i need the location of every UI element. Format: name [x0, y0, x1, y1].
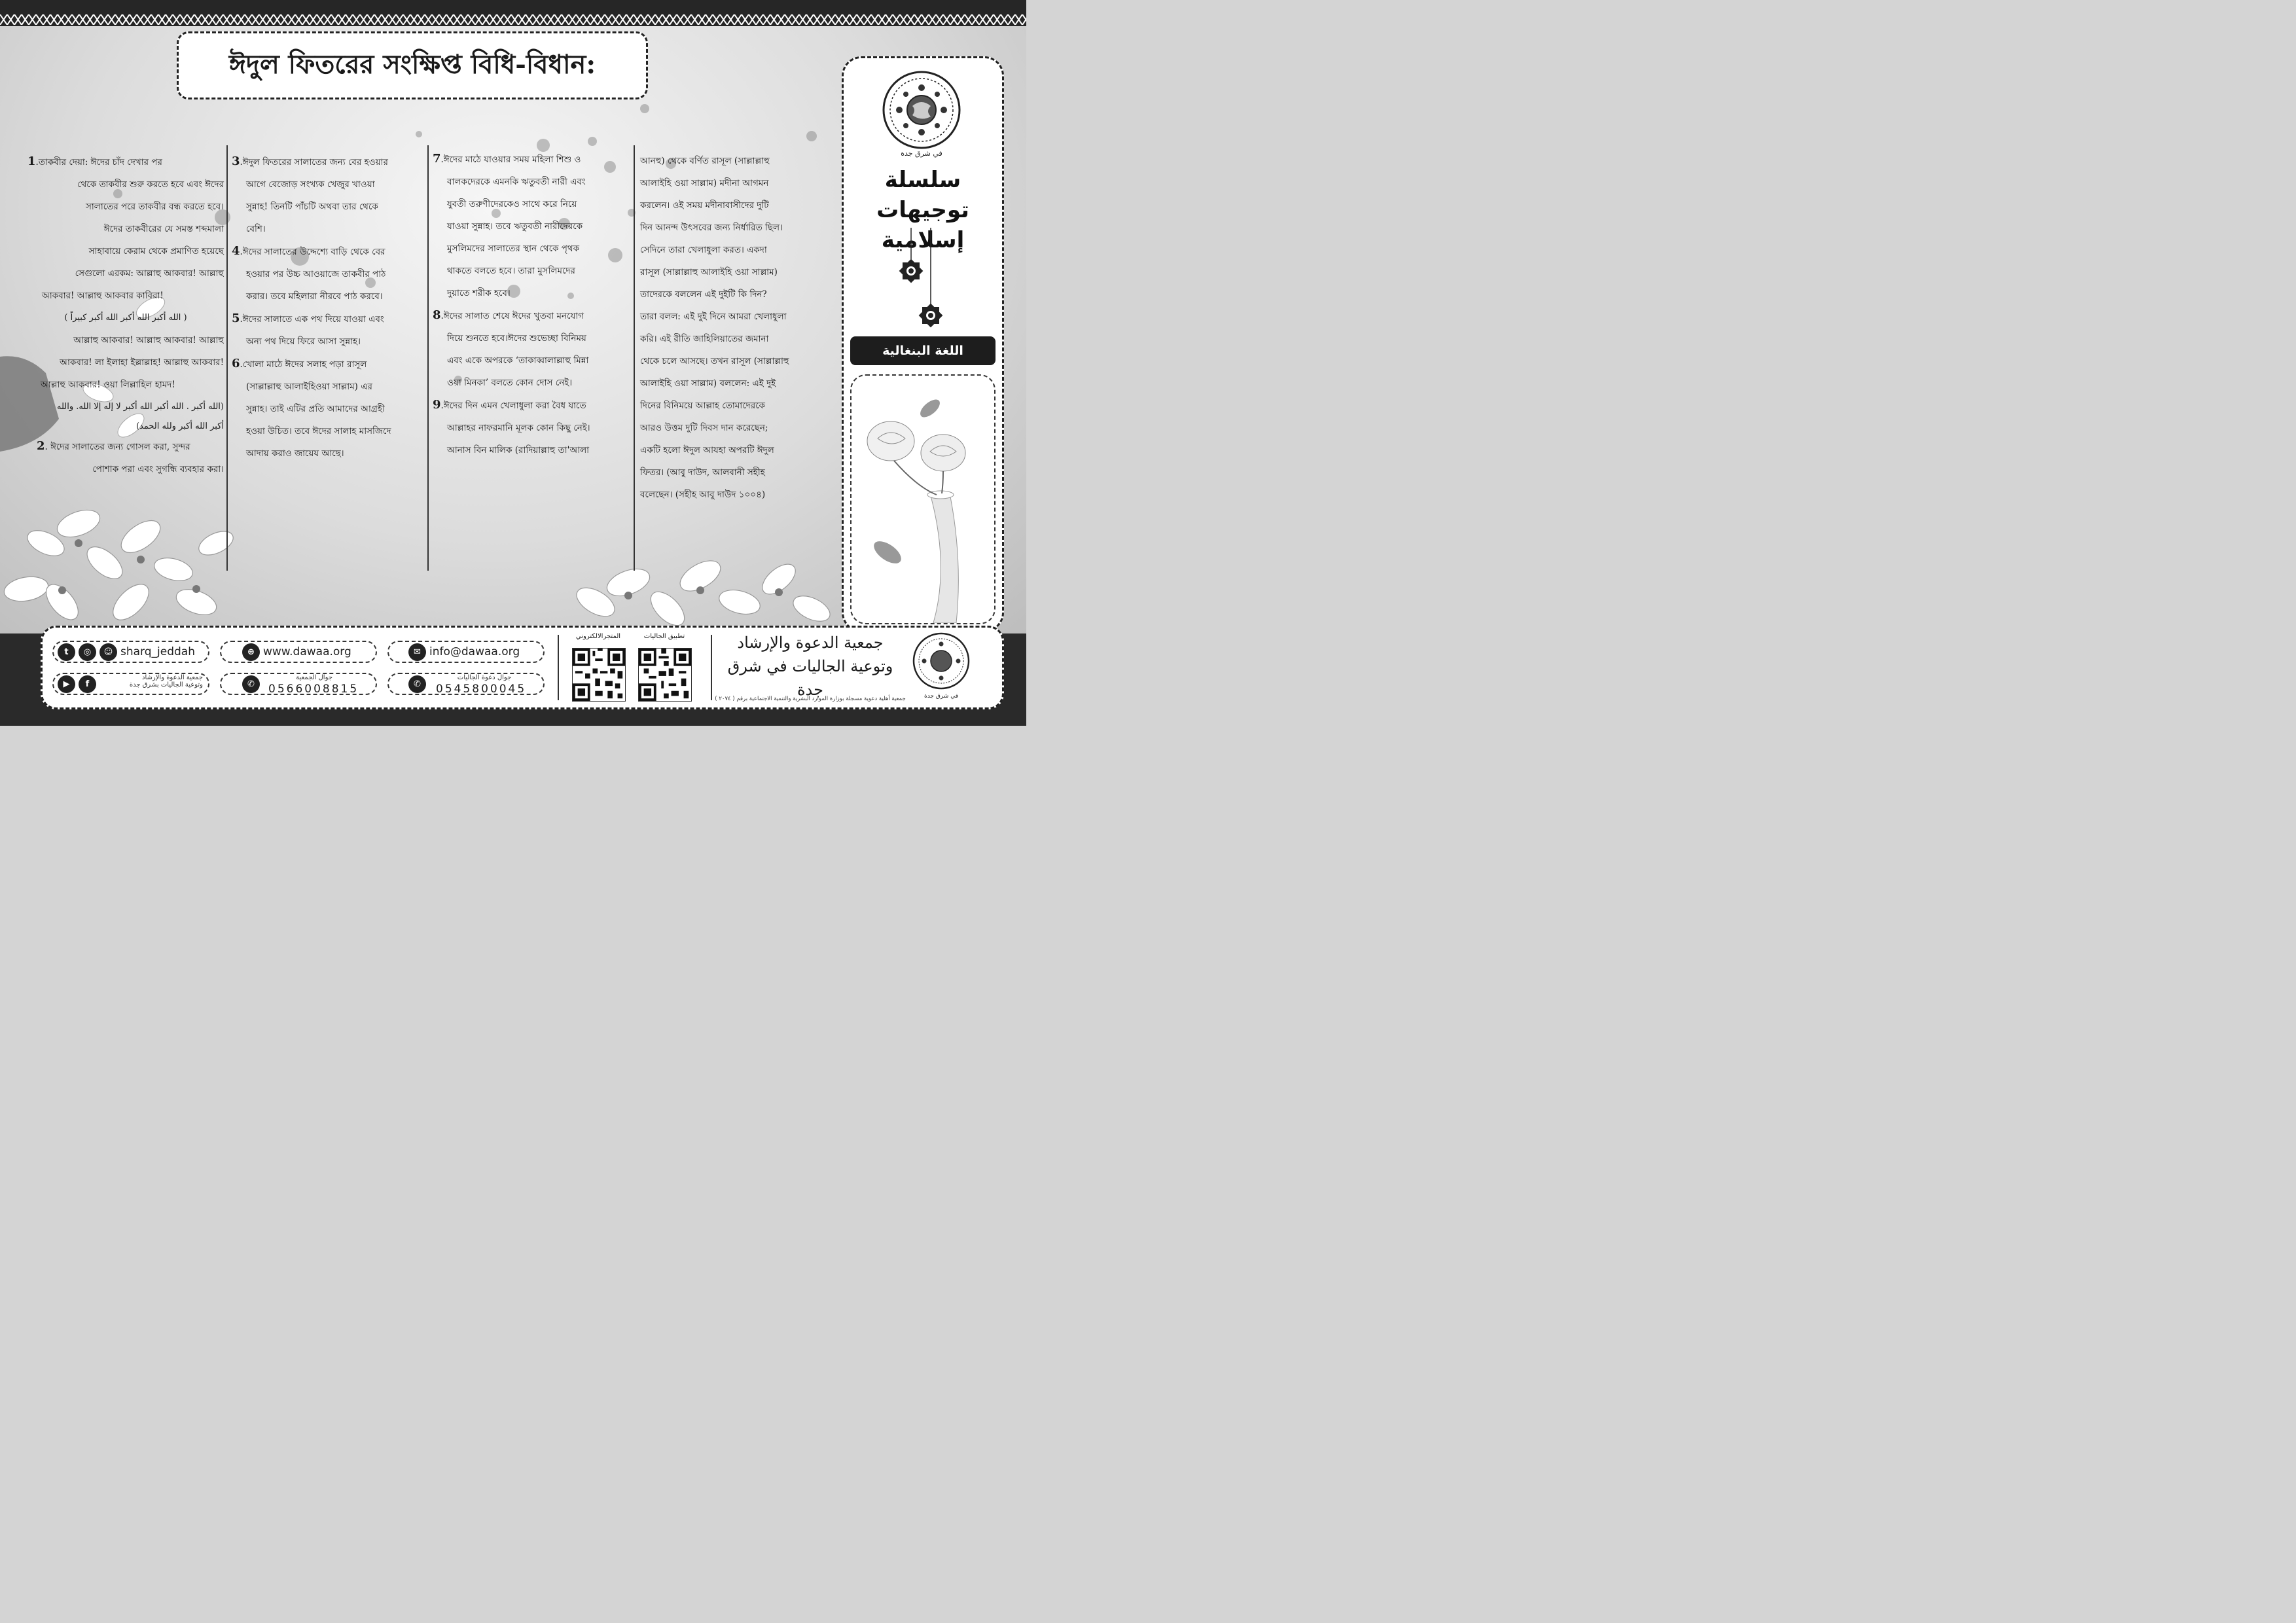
text-line: হওয়া উচিত। তবে ঈদের সালাহ মাসজিদে — [246, 426, 391, 437]
text-line: (সাল্লাল্লাহু আলাইহিওয়া সাল্লাম) এর — [246, 382, 372, 392]
text-line: ঈদের তাকবীরের যে সমস্ত শব্দমালা — [103, 224, 224, 234]
series-title-line1: سلسلة — [884, 167, 961, 193]
text-line: আগে বেজোড় সংখ্যক খেজুর খাওয়া — [246, 179, 375, 190]
globe-icon: ⊕ — [242, 643, 260, 661]
organization-name-line2: وتوعية الجاليات في شرق جدة — [727, 657, 893, 699]
social-handle-pill[interactable] — [52, 641, 209, 663]
text-line: আনাস বিন মালিক (রাদিয়াল্লাহু তা'আলা — [447, 445, 590, 455]
organization-registration: جمعية أهلية دعوية مسجلة بوزارة الموارد البشرية والتنمية الاجتماعية برقم ( ٢٠٧٤ ) — [715, 696, 906, 702]
text-line: সালাতের পরে তাকবীর বন্ধ করতে হবে। — [85, 202, 224, 212]
text-line: আকবার! লা ইলাহা ইল্লাল্লাহ! আল্লাহু আকবার! — [60, 357, 224, 368]
title-box — [177, 31, 648, 99]
text-line: সেদিনে তারা খেলাধুলা করত। একদা — [640, 245, 767, 255]
arabic-takbir: ( الله أكبر الله أكبر الله أكبر كبيراً ) — [64, 313, 187, 323]
text-line: .ঈদের সালাতের উদ্দেশ্যে বাড়ি থেকে বের — [240, 247, 386, 257]
social-handle-text: sharq_jeddah — [120, 645, 195, 658]
item-number: 6 — [232, 357, 240, 370]
association-name-small — [105, 674, 203, 688]
text-line: ফিতর। (আবু দাউদ, আলবানী সহীহ — [640, 467, 765, 478]
text-line: হওয়ার পর উচ্চ আওয়াজে তাকবীর পাঠ — [246, 269, 386, 279]
text-line: বলেছেন। (সহীহ আবু দাউদ ১০০৪) — [640, 490, 766, 500]
column-2 — [232, 151, 422, 465]
text-line: আল্লাহু আকবার! আল্লাহু আকবার! আল্লাহু — [73, 335, 224, 346]
arabic-takbir: أكبر الله أكبر ولله الحمد) — [135, 421, 224, 431]
zigzag-pattern — [0, 14, 1026, 25]
text-line: থেকে তাকবীর শুরু করতে হবে এবং ঈদের — [77, 179, 224, 190]
text-line: আল্লাহু আকবার! ওয়া লিল্লাহিল হামদ! — [41, 380, 175, 390]
text-line: আলাইহি ওয়া সাল্লাম) মদীনা আগমন — [640, 178, 769, 188]
phone-icon: ✆ — [408, 675, 426, 693]
text-line: আরও উত্তম দুটি দিবস দান করেছেন; — [640, 423, 768, 433]
column-3 — [433, 148, 629, 461]
text-line: আনহু) থেকে বর্ণিত রাসূল (সাল্লাল্লাহু — [640, 156, 770, 166]
hanging-ornaments — [897, 228, 949, 332]
store-qr-code[interactable] — [572, 648, 626, 702]
twitter-icon: t — [58, 643, 75, 661]
mail-icon: ✉ — [408, 643, 426, 661]
text-line: আকবার! আল্লাহু আকবার কাবিরা! — [42, 291, 164, 301]
text-line: আদায় করাও জায়েয আছে। — [246, 448, 344, 459]
instagram-icon: ◎ — [79, 643, 96, 661]
communities-phone-number: 0545800045 — [436, 683, 527, 696]
column-4 — [640, 150, 825, 506]
item-number: 1 — [27, 154, 36, 168]
app-qr-code[interactable] — [638, 648, 692, 702]
text-line: করার। তবে মহিলারা নীরবে পাঠ করবে। — [246, 291, 383, 302]
text-line: সেগুলো এরকম: আল্লাহু আকবার! আল্লাহু — [75, 268, 224, 279]
text-line: .ঈদের মাঠে যাওয়ার সময় মহিলা শিশু ও — [440, 154, 581, 165]
text-line: .ঈদের সালাতে এক পথ দিয়ে যাওয়া এবং — [240, 314, 384, 325]
text-line: বালকদেরকে এমনকি ঋতুবতী নারী এবং — [447, 177, 586, 187]
app-qr-label: تطبيق الجاليات — [643, 633, 685, 640]
website-text: www.dawaa.org — [263, 645, 351, 658]
store-qr-label: المتجرالالكتروني — [575, 633, 621, 640]
text-line: দিন আনন্দ উৎসবের জন্য নির্ধারিত ছিল। — [640, 223, 783, 233]
page-title: ঈদুল ফিতরের সংক্ষিপ্ত বিধি-বিধান: — [228, 48, 596, 80]
item-number: 8 — [433, 308, 441, 322]
column-divider — [427, 145, 429, 571]
text-line: দিয়ে শুনতে হবে।ঈদের শুভেচ্ছা বিনিময় — [447, 333, 586, 344]
association-emblem-logo — [876, 69, 967, 161]
organization-name-line1: جمعية الدعوة والإرشاد — [737, 633, 884, 652]
text-line: করলেন। ওই সময় মদীনাবাসীদের দুটি — [640, 200, 769, 211]
text-line: এবং একে অপরকে ‘তাকাব্বালাল্লাহু মিন্না — [447, 355, 589, 366]
item-number: 9 — [433, 398, 441, 412]
vase-illustration-box — [850, 374, 996, 624]
item-number: 3 — [232, 154, 240, 168]
text-line: . ঈদের সালাতের জন্য গোসল করা, সুন্দর — [45, 442, 190, 452]
text-line: সুন্নাহ! তিনটি পাঁচটি অথবা তার থেকে — [246, 202, 378, 212]
email-pill[interactable] — [387, 641, 545, 663]
item-number: 4 — [232, 244, 240, 258]
text-line: .ঈদের সালাত শেষে ঈদের খুতবা মনযোগ — [440, 311, 584, 321]
text-line: তাদেরকে বললেন এই দুইটি কি দিন? — [640, 289, 767, 300]
text-line: থাকতে বলতে হবে। তারা মুসলিমদের — [447, 266, 575, 276]
text-line: আলাইহি ওয়া সাল্লাম) বললেন: এই দুই — [640, 378, 776, 389]
item-number: 2 — [37, 439, 45, 453]
rose-vase-image — [852, 376, 996, 624]
language-badge: اللغة البنغالية — [850, 336, 996, 365]
emblem-caption: في شرق جدة — [901, 149, 942, 158]
emblem-caption: في شرق جدة — [924, 693, 959, 700]
association-emblem-small-logo — [910, 630, 973, 703]
association-phone-label: جوال الجمعية — [296, 674, 332, 681]
text-line: .তাকবীর দেয়া: ঈদের চাঁদ দেখার পর — [35, 157, 162, 168]
text-line: ওয়া মিনকা’ বলতে কোন দোস নেই। — [447, 378, 573, 388]
phone-icon: ✆ — [242, 675, 260, 693]
organization-name — [719, 631, 902, 702]
text-line: থেকে চলে আসছে। তখন রাসূল (সাল্লাল্লাহু — [640, 356, 789, 366]
text-line: বেশি। — [246, 224, 266, 234]
footer-divider — [558, 635, 559, 700]
text-line: আল্লাহর নাফরমানি মূলক কোন কিছু নেই। — [447, 423, 590, 433]
footer-divider — [711, 635, 712, 700]
item-number: 5 — [232, 312, 240, 325]
text-line: সুন্নাহ। তাই এটির প্রতি আমাদের আগ্রহী — [246, 404, 385, 414]
text-line: যুবতী তরুণীদেরকেও সাথে করে নিয়ে — [447, 199, 577, 209]
column-divider — [634, 145, 635, 571]
association-phone-number: 0566008815 — [268, 683, 359, 696]
item-number: 7 — [433, 152, 441, 166]
arabic-takbir: (الله أكبر . الله أكبر الله أكبر لا إله إلا الله. والله — [57, 402, 224, 412]
text-line: দিনের বিনিময়ে আল্লাহ তোমাদেরকে — [640, 401, 766, 411]
text-line: .ঈদের দিন এমন খেলাধুলা করা বৈধ যাতে — [440, 401, 586, 411]
text-line: .ঈদুল ফিতরের সালাতের জন্য বের হওয়ার — [240, 157, 388, 168]
series-title-line2: توجيهات إسلامية — [876, 197, 969, 253]
top-decorative-band — [0, 0, 1026, 26]
text-line: অন্য পথ দিয়ে ফিরে আসা সুন্নাহ। — [246, 336, 361, 347]
text-line: যাওয়া সুন্নাহ। তবে ঋতুবতী নারীদেরকে — [447, 221, 583, 232]
youtube-icon: ▶ — [58, 675, 75, 693]
text-line: মুসলিমদের সালাতের স্থান থেকে পৃথক — [447, 243, 580, 254]
text-line: রাসূল (সাল্লাল্লাহু আলাইহি ওয়া সাল্লাম) — [640, 267, 778, 277]
text-line: দুয়াতে শরীক হবে। — [447, 288, 511, 298]
snapchat-icon: ☺ — [99, 643, 117, 661]
text-line: তারা বলল: এই দুই দিনে আমরা খেলাধুলা — [640, 312, 787, 322]
star-ornament-icon — [899, 259, 924, 283]
column-1 — [27, 151, 224, 480]
communities-phone-label: جوال دعوة الجاليات — [457, 674, 512, 681]
text-line: পোশাক পরা এবং সুগন্ধি ব্যবহার করা। — [92, 464, 224, 474]
column-divider — [226, 145, 228, 571]
text-line: একটি হলো ঈদুল আযহা অপরটি ঈদুল — [640, 445, 774, 455]
text-line: .খোলা মাঠে ঈদের সলাহ পড়া রাসূল — [240, 359, 367, 370]
website-pill[interactable] — [220, 641, 377, 663]
association-line1: جمعية الدعوة والإرشاد — [142, 674, 203, 681]
association-line2: وتوعية الجاليات بشرق جدة — [129, 681, 203, 688]
facebook-icon: f — [79, 675, 96, 693]
email-text: info@dawaa.org — [429, 645, 520, 658]
text-line: সাহাবায়ে কেরাম থেকে প্রমাণিত হয়েছে — [88, 246, 224, 257]
text-line: করি। এই রীতি জাহিলিয়াতের জমানা — [640, 334, 769, 344]
star-ornament-icon — [919, 304, 943, 328]
